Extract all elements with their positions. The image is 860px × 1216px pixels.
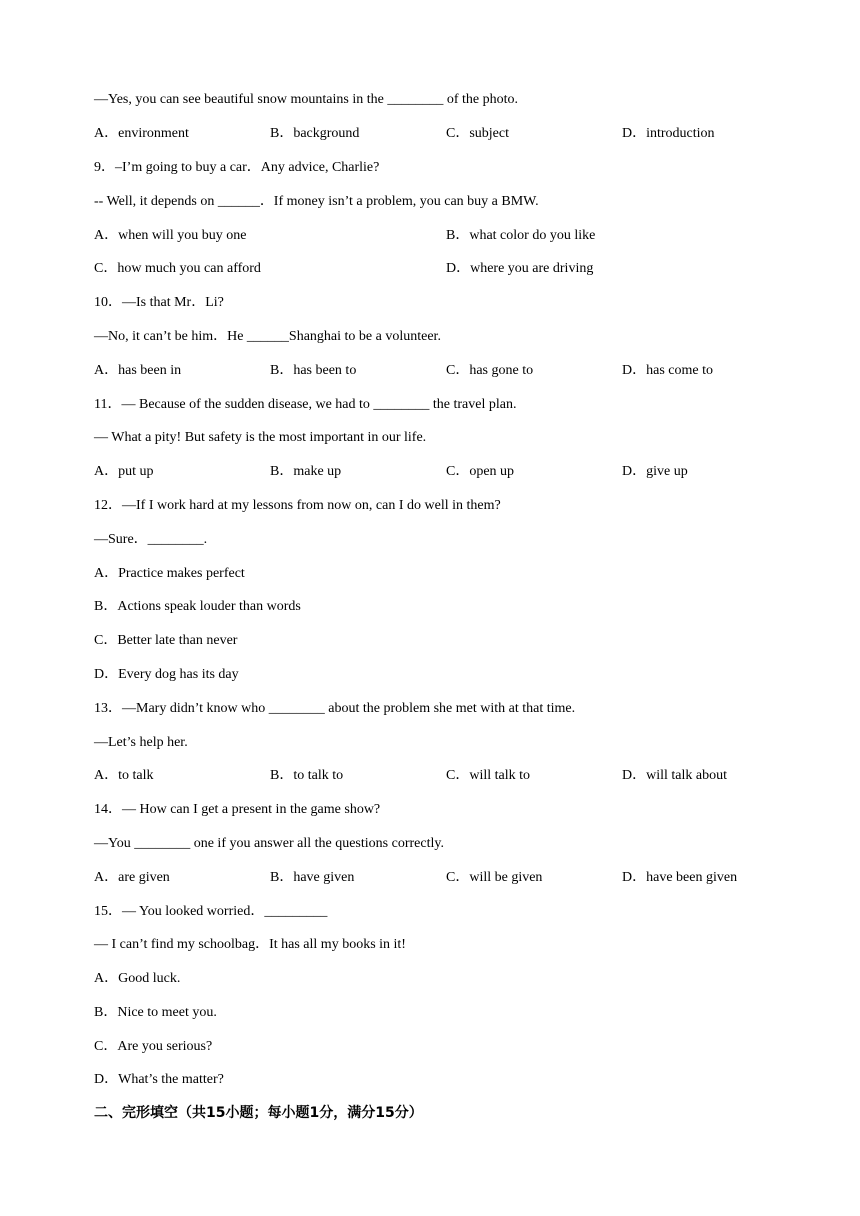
q12-prompt: 12．—If I work hard at my lessons from now on, can I do well in them?	[94, 498, 501, 513]
q8-option-d: D．introduction	[622, 126, 715, 141]
q9-option-a: A．when will you buy one	[94, 228, 247, 243]
q11-response: — What a pity! But safety is the most important in our life.	[94, 430, 427, 445]
q11-option-c: C．open up	[446, 464, 515, 479]
q14-response: —You ________ one if you answer all the questions correctly.	[94, 836, 444, 851]
q10-prompt: 10．—Is that Mr．Li?	[94, 295, 224, 310]
q12-option-d: D．Every dog has its day	[94, 667, 239, 682]
q11-option-b: B．make up	[270, 464, 342, 479]
q14-option-c: C．will be given	[446, 870, 543, 885]
q13-option-d: D．will talk about	[622, 768, 727, 783]
q9-option-c: C．how much you can afford	[94, 261, 261, 276]
section-heading-cloze: 二、完形填空（共15小题；每小题1分，满分15分）	[94, 1105, 423, 1121]
q13-option-c: C．will talk to	[446, 768, 530, 783]
q8-option-a: A．environment	[94, 126, 189, 141]
q11-option-a: A．put up	[94, 464, 154, 479]
q14-option-d: D．have been given	[622, 870, 738, 885]
q13-option-b: B．to talk to	[270, 768, 344, 783]
q10-response: —No, it can’t be him．He ______Shanghai to be a volunteer.	[94, 329, 441, 344]
q14-option-a: A．are given	[94, 870, 170, 885]
q13-option-a: A．to talk	[94, 768, 154, 783]
q15-option-c: C．Are you serious?	[94, 1039, 213, 1054]
q12-option-a: A．Practice makes perfect	[94, 566, 245, 581]
q8-option-b: B．background	[270, 126, 360, 141]
q15-option-a: A．Good luck.	[94, 971, 181, 986]
q15-response: — I can’t find my schoolbag．It has all my books in it!	[94, 937, 406, 952]
q12-option-b: B．Actions speak louder than words	[94, 599, 301, 614]
q8-response: —Yes, you can see beautiful snow mountains in the ________ of the photo.	[94, 92, 518, 107]
q12-option-c: C．Better late than never	[94, 633, 238, 648]
q11-prompt: 11．— Because of the sudden disease, we had to ________ the travel plan.	[94, 397, 517, 412]
q12-response: —Sure．________.	[94, 532, 208, 547]
q9-prompt: 9．–I’m going to buy a car．Any advice, Charlie?	[94, 160, 380, 175]
q10-option-b: B．has been to	[270, 363, 357, 378]
q15-option-d: D．What’s the matter?	[94, 1072, 224, 1087]
q9-option-b: B．what color do you like	[446, 228, 596, 243]
q15-prompt: 15．— You looked worried．_________	[94, 904, 328, 919]
q8-option-c: C．subject	[446, 126, 509, 141]
q13-response: —Let’s help her.	[94, 735, 188, 750]
q9-response: -- Well, it depends on ______．If money isn’t a problem, you can buy a BMW.	[94, 194, 539, 209]
q15-option-b: B．Nice to meet you.	[94, 1005, 217, 1020]
q10-option-a: A．has been in	[94, 363, 182, 378]
q14-prompt: 14．— How can I get a present in the game show?	[94, 802, 381, 817]
q13-prompt: 13．—Mary didn’t know who ________ about the problem she met with at that time.	[94, 701, 576, 716]
q9-option-d: D．where you are driving	[446, 261, 594, 276]
q10-option-c: C．has gone to	[446, 363, 534, 378]
q14-option-b: B．have given	[270, 870, 355, 885]
q11-option-d: D．give up	[622, 464, 688, 479]
q10-option-d: D．has come to	[622, 363, 713, 378]
